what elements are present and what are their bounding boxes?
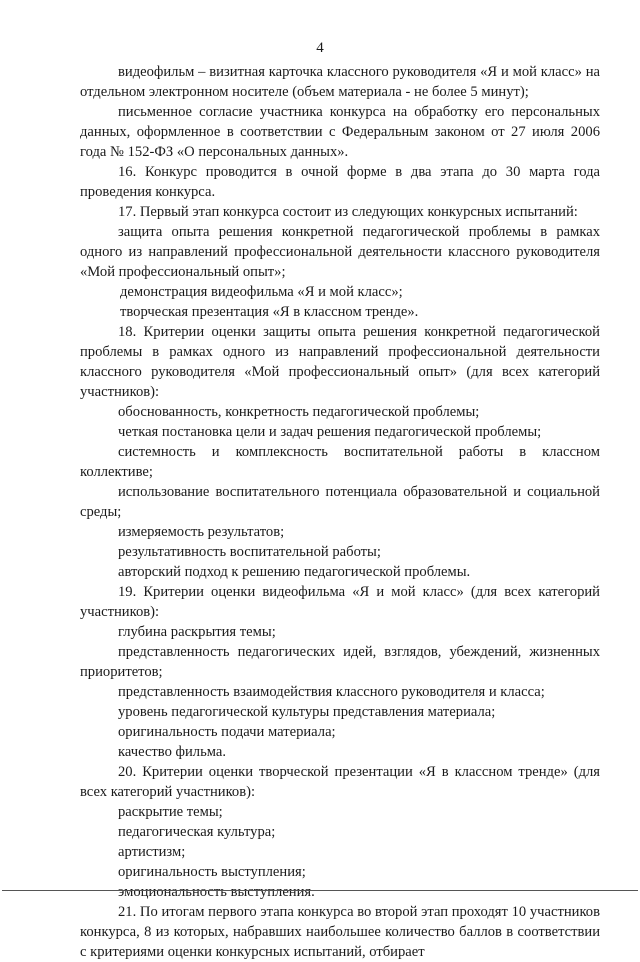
paragraph-16: 16. Конкурс проводится в очной форме в два этапа до 30 марта года проведения конкурса. [80,164,600,200]
paragraph-consent-requirement: письменное согласие участника конкурса на обработку его персональных данных, оформленное в соответствии с Федеральным законом от 27 июля 2006 года № 152-ФЗ «О персональных данных». [80,104,600,160]
list-item-presentation: творческая презентация «Я в классном тренде». [120,304,419,320]
list-item-criterion: уровень педагогической культуры представления материала; [118,704,496,720]
paragraph-17: 17. Первый этап конкурса состоит из следующих конкурсных испытаний: [118,204,578,220]
list-item-criterion: системность и комплексность воспитательной работы в классном коллективе; [80,444,600,480]
list-item-criterion: представленность педагогических идей, взглядов, убеждений, жизненных приоритетов; [80,644,600,680]
page-number: 4 [316,40,324,56]
list-item-video-demo: демонстрация видеофильма «Я и мой класс»; [120,284,403,300]
list-item-criterion: обоснованность, конкретность педагогической проблемы; [118,404,480,420]
list-item-criterion: оригинальность подачи материала; [118,724,336,740]
paragraph-19: 19. Критерии оценки видеофильма «Я и мой класс» (для всех категорий участников): [80,584,600,620]
list-item-criterion: измеряемость результатов; [118,524,285,540]
list-item-criterion: оригинальность выступления; [118,864,306,880]
list-item-criterion: авторский подход к решению педагогической проблемы. [118,564,471,580]
paragraph-20: 20. Критерии оценки творческой презентации «Я в классном тренде» (для всех категорий участников): [80,764,600,800]
paragraph-21: 21. По итогам первого этапа конкурса во второй этап проходят 10 участников конкурса, 8 из которых, набравших наибольшее количество баллов в соответствии с критериями оценки конкурсных испытаний, отбирает [80,904,600,960]
list-item-criterion: педагогическая культура; [118,824,276,840]
paragraph-videofilm-requirement: видеофильм – визитная карточка классного руководителя «Я и мой класс» на отдельном электронном носителе (объем материала - не более 5 минут); [80,64,600,100]
list-item-criterion: представленность взаимодействия классного руководителя и класса; [118,684,545,700]
list-item-criterion: результативность воспитательной работы; [118,544,381,560]
list-item-criterion: раскрытие темы; [118,804,223,820]
list-item-criterion: четкая постановка цели и задач решения педагогической проблемы; [118,424,542,440]
list-item-criterion: эмоциональность выступления. [118,884,315,900]
list-item-criterion: качество фильма. [118,744,226,760]
bottom-divider [2,890,638,891]
paragraph-18: 18. Критерии оценки защиты опыта решения конкретной педагогической проблемы в рамках одного из направлений профессиональной деятельности классного руководителя «Мой профессиональный опыт» (для всех категорий участников): [80,324,600,400]
list-item-criterion: артистизм; [118,844,186,860]
list-item-criterion: использование воспитательного потенциала образовательной и социальной среды; [80,484,600,520]
document-body [80,62,600,962]
list-item-criterion: глубина раскрытия темы; [118,624,276,640]
list-item-defense: защита опыта решения конкретной педагогической проблемы в рамках одного из направлений профессиональной деятельности классного руководителя «Мой профессиональный опыт»; [80,224,600,280]
